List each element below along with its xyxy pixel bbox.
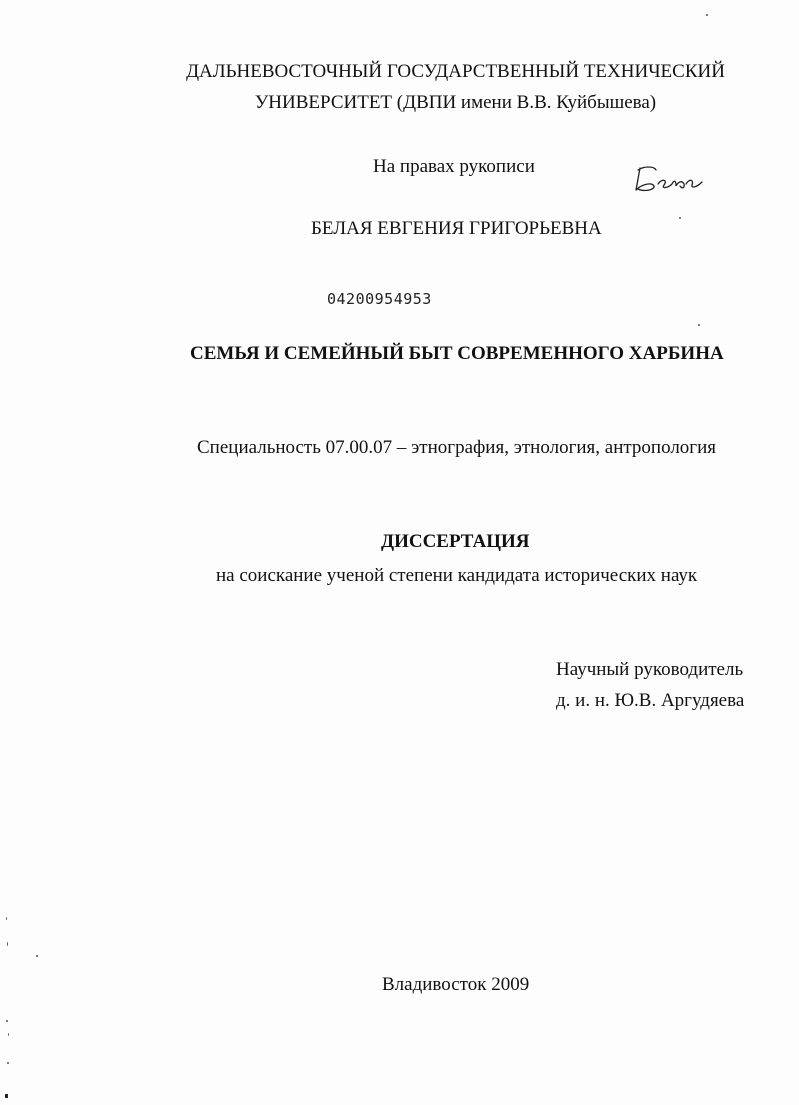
scan-speck — [6, 1020, 8, 1022]
scan-speck — [5, 1094, 8, 1098]
advisor-name: д. и. н. Ю.В. Аргудяева — [556, 690, 745, 711]
scan-speck — [7, 942, 8, 946]
university-name-line-1: ДАЛЬНЕВОСТОЧНЫЙ ГОСУДАРСТВЕННЫЙ ТЕХНИЧЕСКИЙ — [186, 61, 725, 82]
scan-speck — [706, 14, 708, 16]
degree-line: на соискание ученой степени кандидата исторических наук — [216, 565, 698, 586]
dissertation-title: СЕМЬЯ И СЕМЕЙНЫЙ БЫТ СОВРЕМЕННОГО ХАРБИНА — [190, 343, 724, 364]
city-year: Владивосток 2009 — [382, 974, 530, 995]
rights-notice: На правах рукописи — [373, 156, 535, 177]
author-name: БЕЛАЯ ЕВГЕНИЯ ГРИГОРЬЕВНА — [311, 218, 602, 239]
author-signature — [632, 162, 706, 196]
scan-speck — [8, 1033, 9, 1036]
advisor-label: Научный руководитель — [556, 659, 744, 680]
scan-speck — [36, 955, 38, 957]
scan-speck — [7, 1062, 9, 1064]
specialty-line: Специальность 07.00.07 – этнография, этнология, антропология — [197, 437, 717, 458]
work-type-heading: ДИССЕРТАЦИЯ — [381, 531, 530, 552]
catalog-code: 04200954953 — [327, 290, 432, 308]
university-name-line-2: УНИВЕРСИТЕТ (ДВПИ имени В.В. Куйбышева) — [254, 92, 657, 113]
scan-speck — [698, 324, 700, 326]
scan-speck — [6, 917, 7, 920]
scan-speck — [679, 217, 681, 219]
